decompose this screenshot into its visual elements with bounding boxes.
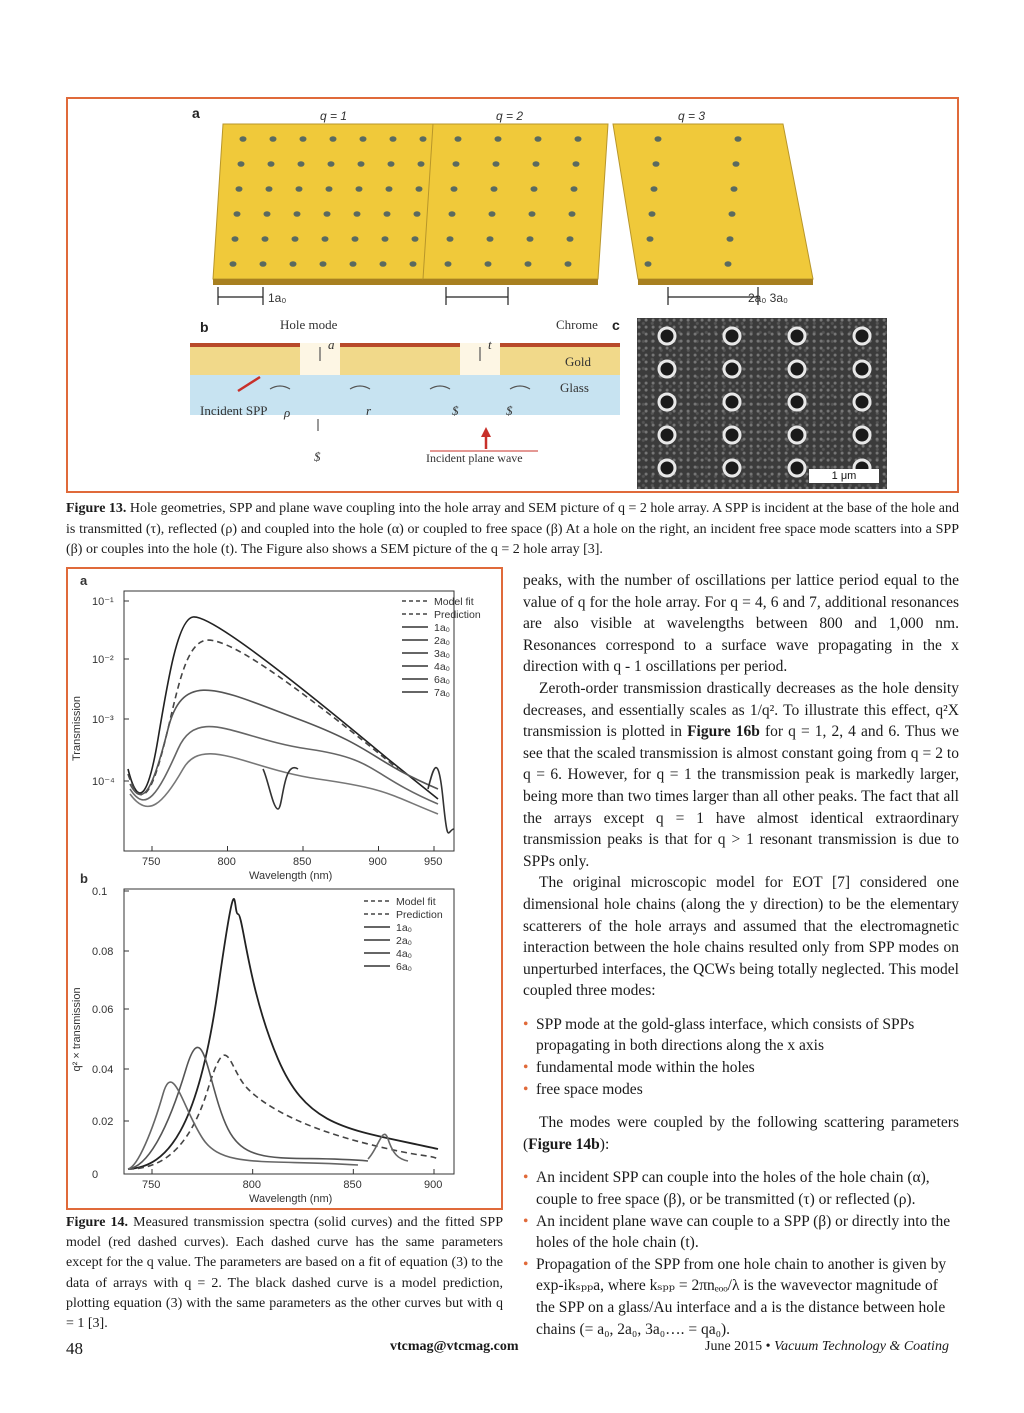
sem-hole: [854, 328, 870, 344]
legend-entry: 6a₀: [434, 674, 451, 686]
hole-mode-label: Hole mode: [280, 317, 338, 332]
y-tick-label: 0.02: [92, 1116, 114, 1128]
legend-entry: Prediction: [396, 909, 443, 921]
hole: [525, 261, 532, 267]
hole: [495, 136, 502, 142]
hole: [390, 136, 397, 142]
list-item: • An incident plane wave can couple to a SPP (β) or directly into the holes of the hole chain (t).: [523, 1211, 959, 1254]
sem-hole: [789, 394, 805, 410]
hole: [262, 236, 269, 242]
gold-label: Gold: [565, 354, 591, 369]
curve-1a0: [128, 899, 438, 1169]
hole: [485, 261, 492, 267]
x-axis-label: Wavelength (nm): [249, 870, 333, 882]
list-item: • Propagation of the SPP from one hole chain to another is given by exp-ikₛₚₚa, where kₛₚₚ = 2πnₑₒₒ/λ is the wavevector magnitude of the SPP on a glass/Au interface and a is the distance between hole chains (= a₀, 2a₀, 3a₀…. = qa₀).: [523, 1254, 959, 1340]
curve-2a0: [128, 1047, 368, 1169]
x-tick-label: 950: [424, 856, 443, 868]
footer-email: vtcmag@vtcmag.com: [390, 1339, 519, 1354]
paragraph-4: [523, 1112, 959, 1155]
hole: [268, 161, 275, 167]
hole: [292, 236, 299, 242]
curve-prediction: [128, 1055, 438, 1169]
hole: [731, 186, 738, 192]
hole: [412, 236, 419, 242]
figure-14-caption: [66, 1213, 503, 1334]
hole: [565, 261, 572, 267]
figure-14-caption-text: Measured transmission spectra (solid curves) and the fitted SPP model (red dashed curves). Each dashed curve has the same parameters except for the q value. The parameters are based on a fit of equation (3) to the data of arrays with q = 2. The black dashed curve is a model prediction, plotting equation (3) with the same parameters as the other curves but with q = 1 [3].: [66, 1215, 504, 1332]
hole: [354, 211, 361, 217]
chrome-label: Chrome: [556, 317, 598, 332]
beta-symbol-1: $: [314, 449, 321, 464]
plate-q2: [423, 124, 608, 285]
sem-hole: [724, 460, 740, 476]
hole: [527, 236, 534, 242]
panel-a-label: a: [192, 105, 200, 121]
hole: [725, 261, 732, 267]
legend-entry: 4a₀: [434, 661, 451, 673]
hole: [569, 211, 576, 217]
hole: [356, 186, 363, 192]
hole: [386, 186, 393, 192]
hole: [388, 161, 395, 167]
panel-c-label: c: [612, 317, 620, 333]
panel-b-label: b: [200, 319, 209, 335]
hole: [324, 211, 331, 217]
figure-14-charts: [68, 569, 501, 1208]
legend-entry: Model fit: [396, 896, 436, 908]
scale-bar: 1 μm: [809, 469, 879, 483]
hole: [230, 261, 237, 267]
x-tick-label: 900: [368, 856, 387, 868]
sem-hole: [659, 427, 675, 443]
hole: [234, 211, 241, 217]
sem-hole: [789, 460, 805, 476]
paragraph-3: The original microscopic model for EOT [7] considered one dimensional hole chains (along the y direction) to be the elementary scatterers of the hole arrays and assumed that the electromagnetic interaction between the hole chains resulted only from SPP modes on unperturbed interfaces, the QCWs being totally neglected. This model coupled three modes:: [523, 874, 959, 1000]
scattering-list: [523, 1167, 959, 1340]
glass-label: Glass: [560, 380, 589, 395]
hole: [328, 161, 335, 167]
sem-hole: [789, 328, 805, 344]
hole: [382, 236, 389, 242]
x-tick-label: 750: [142, 856, 161, 868]
hole: [529, 211, 536, 217]
paragraph-1: peaks, with the number of oscillations per lattice period equal to the value of q for the hole array. For q = 4, 6 and 7, additional resonances are also visible at wavelengths between 800 and 1,000 nm. Resonances correspond to a surface wave propagating in the x direction with q - 1 oscillations per period.: [523, 572, 959, 676]
sem-hole-array: [637, 318, 887, 489]
hole: [575, 136, 582, 142]
hole: [651, 186, 658, 192]
hole: [531, 186, 538, 192]
hole: [727, 236, 734, 242]
hole: [449, 211, 456, 217]
x-tick-label: 850: [343, 1179, 362, 1191]
hole: [455, 136, 462, 142]
figure-14-caption-label: Figure 14.: [66, 1215, 129, 1230]
legend-entry: 2a₀: [396, 935, 413, 947]
q3-label: q = 3: [678, 109, 706, 123]
hole: [350, 261, 357, 267]
t-symbol: t: [488, 337, 492, 352]
sem-hole: [854, 361, 870, 377]
list-item: • An incident SPP can couple into the holes of the hole chain (α), couple to free space (β), or be transmitted (τ) or reflected (ρ).: [523, 1167, 959, 1210]
legend-entry: 7a₀: [434, 687, 451, 699]
hole: [322, 236, 329, 242]
hole: [270, 136, 277, 142]
hole: [489, 211, 496, 217]
hole: [645, 261, 652, 267]
beta-symbol-3: $: [506, 403, 513, 418]
dim-1a0: 1a₀: [268, 291, 287, 305]
figure-14: [66, 567, 503, 1210]
sem-image: [637, 318, 887, 489]
paragraph-2-text-a: Zeroth-order transmission drastically decreases as the hole density decreases, and essentially scales as 1/q². To illustrate this effect, q²X transmission is plotted in: [523, 679, 959, 741]
hole: [447, 236, 454, 242]
legend-entry: 2a₀: [434, 635, 451, 647]
hole: [451, 186, 458, 192]
alpha-symbol: a: [328, 337, 335, 352]
hole: [647, 236, 654, 242]
hole: [414, 211, 421, 217]
hole: [360, 136, 367, 142]
x-axis-label: Wavelength (nm): [249, 1193, 333, 1205]
hole: [236, 186, 243, 192]
figure-13-caption: [66, 499, 959, 561]
hole: [416, 186, 423, 192]
y-tick-label: 0: [92, 1169, 99, 1181]
figure-16b-ref: Figure 16b: [687, 723, 760, 741]
dim-2a0-3a0: 2a₀ 3a₀: [748, 291, 788, 305]
hole: [294, 211, 301, 217]
incident-plane-wave-label: Incident plane wave: [426, 451, 523, 465]
y-tick-label: 0.06: [92, 1004, 114, 1016]
legend-entry: 6a₀: [396, 961, 413, 973]
hole: [729, 211, 736, 217]
hole: [240, 136, 247, 142]
sem-hole: [659, 361, 675, 377]
hole: [418, 161, 425, 167]
hole: [298, 161, 305, 167]
hole: [445, 261, 452, 267]
hole: [573, 161, 580, 167]
q1-label: q = 1: [320, 109, 348, 123]
incident-spp-label: Incident SPP: [200, 403, 268, 418]
plot-frame: [124, 591, 454, 851]
sem-hole: [659, 328, 675, 344]
footer-bullet: •: [765, 1339, 771, 1354]
hole: [358, 161, 365, 167]
hole: [300, 136, 307, 142]
dimension-arrows: [218, 287, 758, 305]
y-tick-label: 0.1: [92, 886, 108, 898]
legend-entry: Prediction: [434, 609, 481, 621]
hole: [290, 261, 297, 267]
hole: [491, 186, 498, 192]
sem-hole: [659, 460, 675, 476]
r-symbol: r: [366, 403, 372, 418]
figure-13-caption-label: Figure 13.: [66, 501, 127, 516]
plate-q1: [213, 124, 448, 285]
curve-7a0: [428, 768, 454, 833]
sem-hole: [854, 394, 870, 410]
paragraph-2-text-b: for q = 1, 2, 4 and 6. Thus we see that the scaled transmission is almost constant going from q = 2 to q = 6. However, for q = 1 the transmission peak is markedly larger, being more than two times larger than all other peaks. The fact that all the arrays except q = 1 have almost identical extraordinary transmission peaks is that for q > 1 resonant transmission is due to SPPs only.: [523, 723, 959, 870]
legend-entry: 1a₀: [396, 922, 413, 934]
rho-symbol: ρ: [284, 405, 291, 420]
hole: [655, 136, 662, 142]
sem-hole: [724, 361, 740, 377]
y-axis-label: q² × transmission: [71, 987, 83, 1072]
footer-masthead: [705, 1339, 949, 1355]
hole: [326, 186, 333, 192]
hole: [238, 161, 245, 167]
sem-hole: [659, 394, 675, 410]
hole: [567, 236, 574, 242]
y-tick-label: 10⁻⁴: [92, 776, 115, 788]
list-item: • SPP mode at the gold-glass interface, which consists of SPPs propagating in both directions along the x axis: [523, 1014, 959, 1057]
hole: [260, 261, 267, 267]
beta-symbol-2: $: [452, 403, 459, 418]
paragraph-4-text-a: The modes were coupled by the following scattering parameters (: [523, 1114, 959, 1153]
y-axis-label: Transmission: [71, 696, 83, 761]
y-tick-label: 10⁻¹: [92, 596, 114, 608]
hole: [535, 136, 542, 142]
hole: [493, 161, 500, 167]
list-item: • fundamental mode within the holes: [523, 1057, 959, 1079]
hole: [733, 161, 740, 167]
hole: [352, 236, 359, 242]
figure-13-caption-text: Hole geometries, SPP and plane wave coupling into the hole array and SEM picture of q = 2 hole array. A SPP is incident at the base of the hole and is transmitted (τ), reflected (ρ) and coupled into the hole (α) or coupled to free space (β) At a hole on the right, an incident free space mode scatters into a SPP (β) or couples into the hole (t). The Figure also shows a SEM picture of the q = 2 hole array [3].: [66, 501, 959, 557]
q2-label: q = 2: [496, 109, 524, 123]
hole: [571, 186, 578, 192]
hole: [533, 161, 540, 167]
page-number: 48: [66, 1339, 83, 1358]
sem-hole: [789, 427, 805, 443]
paragraph-2: [523, 678, 959, 872]
plate-q3: [613, 124, 813, 285]
hole: [264, 211, 271, 217]
mode-list: [523, 1014, 959, 1100]
hole: [296, 186, 303, 192]
footer-date: June 2015: [705, 1339, 763, 1354]
legend-entry: 3a₀: [434, 648, 451, 660]
y-tick-label: 10⁻³: [92, 714, 114, 726]
hole: [410, 261, 417, 267]
x-tick-label: 850: [293, 856, 312, 868]
x-tick-label: 800: [242, 1179, 262, 1191]
y-tick-label: 0.08: [92, 946, 114, 958]
hole: [266, 186, 273, 192]
panel-label: b: [80, 871, 88, 886]
hole: [487, 236, 494, 242]
body-column: [523, 570, 959, 1340]
legend-entry: Model fit: [434, 596, 474, 608]
footer-magazine: Vacuum Technology & Coating: [774, 1339, 949, 1354]
panel-label: a: [80, 573, 88, 588]
legend-entry: 4a₀: [396, 948, 413, 960]
sem-hole: [724, 427, 740, 443]
list-item: • free space modes: [523, 1079, 959, 1101]
hole: [420, 136, 427, 142]
y-tick-label: 10⁻²: [92, 654, 114, 666]
y-tick-label: 0.04: [92, 1064, 114, 1076]
legend-entry: 1a₀: [434, 622, 451, 634]
curve-prediction: [128, 640, 398, 795]
hole: [232, 236, 239, 242]
hole: [735, 136, 742, 142]
hole: [653, 161, 660, 167]
figure-13: [66, 97, 959, 493]
curve-4a0: [128, 1082, 358, 1169]
sem-hole: [789, 361, 805, 377]
hole: [320, 261, 327, 267]
sem-hole: [724, 394, 740, 410]
sem-hole: [854, 427, 870, 443]
sem-hole: [724, 328, 740, 344]
paragraph-4-text-b: ):: [599, 1135, 610, 1153]
figure-14b-ref: Figure 14b: [528, 1135, 600, 1153]
hole: [384, 211, 391, 217]
hole: [453, 161, 460, 167]
x-tick-label: 800: [217, 856, 236, 868]
hole: [380, 261, 387, 267]
x-tick-label: 900: [424, 1179, 443, 1191]
x-tick-label: 750: [142, 1179, 161, 1191]
curve-6a0: [368, 1134, 408, 1161]
spp-coupling-diagram: [190, 343, 620, 451]
hole: [649, 211, 656, 217]
hole: [330, 136, 337, 142]
